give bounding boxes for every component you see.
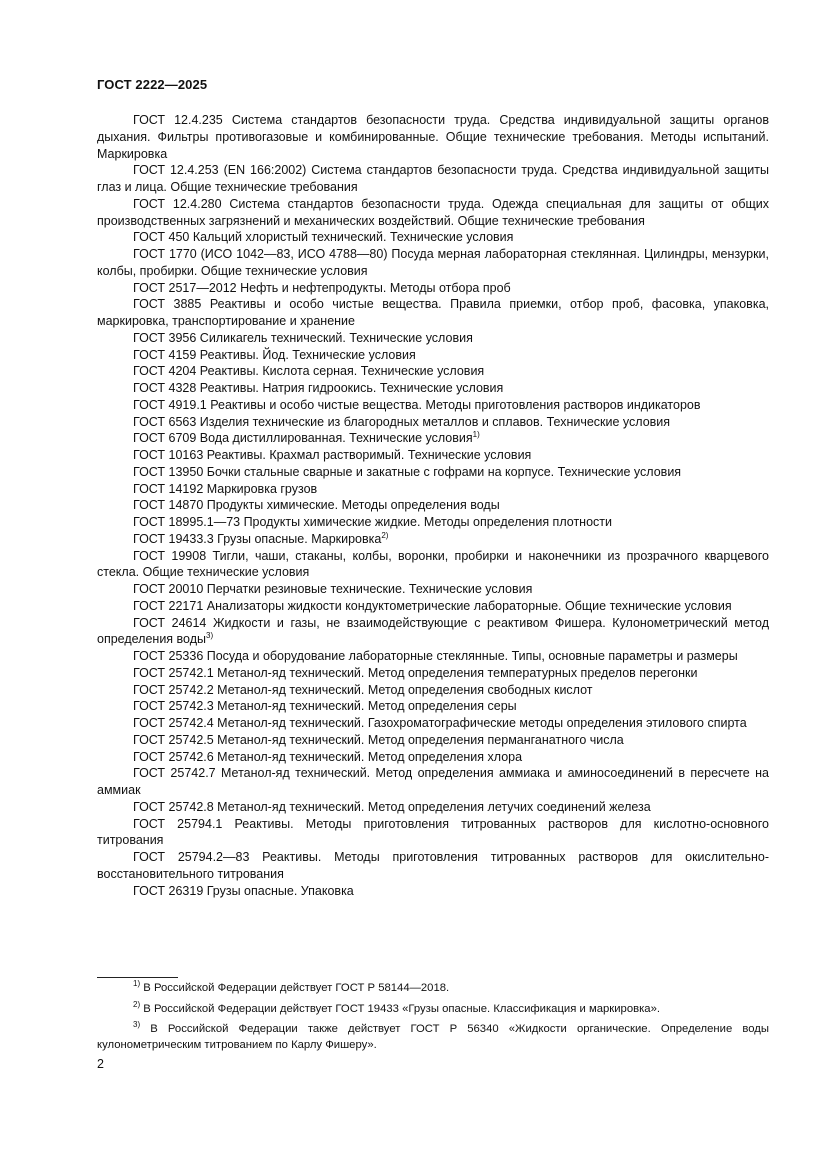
footnote-marker: 2) [381, 530, 389, 540]
reference-item [97, 698, 769, 715]
reference-item [97, 765, 769, 799]
reference-text: ГОСТ 22171 Анализаторы жидкости кондуктометрические лабораторные. Общие технические условия [133, 598, 732, 613]
reference-text: ГОСТ 25742.7 Метанол-яд технический. Метод определения аммиака и аминосоединений в пересчете на аммиак [97, 766, 769, 797]
document-header: ГОСТ 2222—2025 [97, 77, 208, 92]
reference-item [97, 531, 769, 548]
reference-text: ГОСТ 4204 Реактивы. Кислота серная. Технические условия [133, 364, 485, 379]
reference-item [97, 883, 769, 900]
reference-item [97, 347, 769, 364]
reference-text: ГОСТ 25336 Посуда и оборудование лабораторные стеклянные. Типы, основные параметры и размеры [133, 649, 738, 663]
reference-item [97, 363, 769, 380]
reference-item [97, 380, 769, 397]
reference-item [97, 246, 769, 280]
reference-text: ГОСТ 12.4.280 Система стандартов безопасности труда. Одежда специальная для защиты от общих производственных загрязнений и механических воздействий. Общие технические требования [97, 196, 769, 228]
reference-item [97, 648, 769, 665]
footnote-marker: 3) [206, 631, 214, 641]
reference-text: ГОСТ 25794.1 Реактивы. Методы приготовления титрованных растворов для кислотно-основного титрования [97, 816, 769, 848]
reference-item [97, 514, 769, 531]
reference-text: ГОСТ 1770 (ИСО 1042—83, ИСО 4788—80) Посуда мерная лабораторная стеклянная. Цилиндры, мензурки, колбы, пробирки. Общие технические условия [97, 247, 769, 278]
reference-item [97, 430, 769, 447]
reference-item [97, 849, 769, 883]
footnote-item [97, 999, 769, 1018]
reference-text: ГОСТ 3956 Силикагель технический. Технические условия [133, 330, 473, 345]
reference-text: ГОСТ 4919.1 Реактивы и особо чистые вещества. Методы приготовления растворов индикаторов [133, 397, 701, 412]
reference-item [97, 162, 769, 196]
footnote-mark: 2) [133, 999, 141, 1009]
footnote-item [97, 1022, 769, 1053]
reference-item [97, 481, 769, 498]
reference-text: ГОСТ 18995.1—73 Продукты химические жидкие. Методы определения плотности [133, 515, 612, 529]
reference-text: ГОСТ 14192 Маркировка грузов [133, 481, 318, 496]
reference-text: ГОСТ 450 Кальций хлористый технический. Технические условия [133, 230, 514, 245]
reference-item [97, 732, 769, 749]
reference-text: ГОСТ 25794.2—83 Реактивы. Методы приготовления титрованных растворов для окислительно-восстановительного титрования [97, 850, 769, 881]
reference-item [97, 548, 769, 582]
reference-text: ГОСТ 19908 Тигли, чаши, стаканы, колбы, воронки, пробирки и наконечники из прозрачного кварцевого стекла. Общие технические условия [97, 548, 769, 580]
reference-item [97, 715, 769, 732]
footnote-text: В Российской Федерации также действует ГОСТ Р 56340 «Жидкости органические. Определение воды кулонометрическим титрованием по Карлу Фишеру». [97, 1023, 770, 1051]
footnote-mark: 1) [133, 979, 141, 988]
footnote-mark: 3) [133, 1020, 141, 1029]
footnote-text: В Российской Федерации действует ГОСТ 19433 «Грузы опасные. Классификация и маркировка». [143, 1002, 660, 1015]
reference-item [97, 196, 769, 230]
reference-text: ГОСТ 25742.2 Метанол-яд технический. Метод определения свободных кислот [133, 682, 593, 697]
reference-item [97, 799, 769, 816]
reference-item [97, 414, 769, 431]
reference-item [97, 330, 769, 347]
reference-item [97, 229, 769, 246]
footnote-text: В Российской Федерации действует ГОСТ Р 58144—2018. [143, 982, 450, 994]
reference-text: ГОСТ 19433.3 Грузы опасные. Маркировка [133, 531, 382, 546]
footnotes-list [97, 981, 769, 1058]
reference-item [97, 464, 769, 481]
reference-item [97, 598, 769, 615]
reference-text: ГОСТ 25742.3 Метанол-яд технический. Метод определения серы [133, 699, 517, 714]
reference-text: ГОСТ 6709 Вода дистиллированная. Технические условия [133, 431, 473, 446]
reference-item [97, 497, 769, 514]
reference-text: ГОСТ 13950 Бочки стальные сварные и закатные с гофрами на корпусе. Технические условия [133, 464, 682, 479]
page-number: 2 [97, 1057, 104, 1071]
footnote-separator [97, 977, 178, 978]
reference-item [97, 397, 769, 414]
reference-item [97, 615, 769, 649]
reference-item [97, 581, 769, 598]
reference-text: ГОСТ 24614 Жидкости и газы, не взаимодействующие с реактивом Фишера. Кулонометрический метод определения воды [97, 615, 769, 647]
reference-text: ГОСТ 25742.1 Метанол-яд технический. Метод определения температурных пределов перегонки [133, 665, 698, 680]
reference-text: ГОСТ 14870 Продукты химические. Методы определения воды [133, 498, 500, 513]
reference-text: ГОСТ 10163 Реактивы. Крахмал растворимый. Технические условия [133, 448, 532, 462]
reference-text: ГОСТ 25742.6 Метанол-яд технический. Метод определения хлора [133, 749, 523, 764]
reference-text: ГОСТ 12.4.235 Система стандартов безопасности труда. Средства индивидуальной защиты органов дыхания. Фильтры противогазовые и комбинированные. Общие технические требования. Методы испытаний. Маркировка [97, 113, 769, 161]
reference-text: ГОСТ 25742.5 Метанол-яд технический. Метод определения перманганатного числа [133, 732, 624, 747]
reference-text: ГОСТ 4159 Реактивы. Йод. Технические условия [133, 347, 416, 362]
reference-text: ГОСТ 25742.4 Метанол-яд технический. Газохроматографические методы определения этилового спирта [133, 716, 747, 730]
reference-text: ГОСТ 3885 Реактивы и особо чистые вещества. Правила приемки, отбор проб, фасовка, упаковка, маркировка, транспортирование и хранение [97, 297, 769, 328]
reference-item [97, 447, 769, 464]
footnote-item [97, 981, 769, 997]
reference-text: ГОСТ 4328 Реактивы. Натрия гидроокись. Технические условия [133, 381, 504, 395]
reference-item [97, 665, 769, 682]
reference-text: ГОСТ 25742.8 Метанол-яд технический. Метод определения летучих соединений железа [133, 799, 651, 814]
reference-item [97, 682, 769, 699]
reference-item [97, 112, 769, 162]
reference-text: ГОСТ 2517—2012 Нефть и нефтепродукты. Методы отбора проб [133, 280, 511, 295]
reference-text: ГОСТ 26319 Грузы опасные. Упаковка [133, 883, 354, 898]
reference-item [97, 280, 769, 297]
reference-text: ГОСТ 12.4.253 (EN 166:2002) Система стандартов безопасности труда. Средства индивидуальной защиты глаз и лица. Общие технические требования [97, 163, 769, 194]
normative-references-list [97, 112, 769, 899]
footnote-marker: 1) [472, 430, 480, 440]
reference-text: ГОСТ 20010 Перчатки резиновые технические. Технические условия [133, 582, 533, 596]
reference-text: ГОСТ 6563 Изделия технические из благородных металлов и сплавов. Технические условия [133, 414, 671, 429]
reference-item [97, 816, 769, 850]
reference-item [97, 749, 769, 766]
reference-item [97, 296, 769, 330]
